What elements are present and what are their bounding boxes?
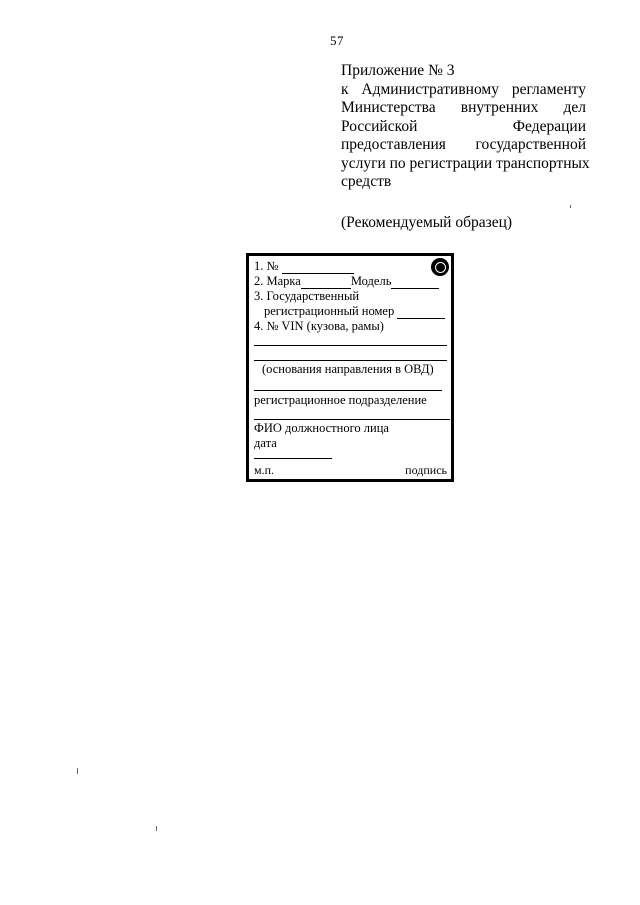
official-row — [254, 421, 447, 436]
annex-word: Приложение № 3 — [341, 62, 455, 79]
annex-line-3 — [341, 99, 586, 118]
date-caption: дата — [254, 436, 277, 450]
date-blank — [254, 451, 332, 459]
field-model-blank — [391, 278, 439, 289]
basis-blank-line — [254, 346, 447, 361]
annex-word: Федерации — [512, 117, 586, 135]
annex-word: услуги по регистрации транспортных — [341, 154, 590, 172]
basis-caption-row — [254, 362, 447, 377]
field-plate-blank — [397, 308, 445, 319]
sample-note: (Рекомендуемый образец) — [341, 213, 513, 231]
annex-word: государственной — [475, 136, 586, 153]
annex-word: средств — [341, 173, 392, 190]
annex-word: регламенту — [511, 80, 586, 98]
date-row — [254, 436, 447, 451]
field-plate-label-1: 3. Государственный — [254, 289, 360, 303]
scan-speck — [156, 826, 157, 831]
vin-blank-line — [254, 334, 447, 346]
field-number-label: 1. № — [254, 259, 279, 273]
registration-unit-blank — [254, 377, 442, 391]
scan-speck — [570, 205, 571, 208]
annex-word: Административному — [361, 80, 499, 98]
official-blank — [254, 408, 450, 420]
field-number-row — [254, 259, 447, 274]
scan-speck — [77, 768, 78, 774]
field-plate-row-2 — [254, 304, 447, 319]
official-caption: ФИО должностного лица — [254, 421, 389, 435]
page-number: 57 — [330, 33, 344, 48]
registration-card-form — [246, 253, 454, 482]
field-plate-label-2: регистрационный номер — [264, 304, 395, 318]
field-model-label: Модель — [350, 274, 392, 288]
annex-header — [341, 62, 590, 232]
stamp-place-caption: м.п. — [254, 463, 275, 477]
annex-word: к — [341, 80, 349, 98]
field-plate-row-1 — [254, 289, 447, 304]
signature-caption: подпись — [405, 463, 447, 477]
annex-line-5 — [341, 136, 586, 155]
field-vin-label: 4. № VIN (кузова, рамы) — [254, 319, 384, 333]
annex-word: Министерства — [341, 99, 436, 116]
annex-word: Российской — [341, 117, 418, 135]
field-brand-label: 2. Марка — [254, 274, 301, 288]
field-brand-blank — [301, 278, 351, 289]
basis-caption: (основания направления в ОВД) — [262, 362, 434, 376]
annex-line-4 — [341, 118, 586, 137]
registration-unit-row — [254, 393, 447, 408]
annex-line-7 — [341, 173, 586, 192]
annex-line-2 — [341, 81, 586, 100]
card-footer — [254, 463, 447, 478]
field-number-blank — [282, 263, 354, 274]
field-vin-row — [254, 319, 447, 334]
annex-word: предоставления — [341, 136, 446, 153]
annex-word: внутренних — [460, 99, 539, 116]
annex-line-1 — [341, 62, 586, 81]
annex-word: дел — [563, 99, 586, 116]
registration-unit-caption: регистрационное подразделение — [254, 393, 427, 407]
annex-line-6 — [341, 154, 590, 174]
field-brand-model-row — [254, 274, 447, 289]
